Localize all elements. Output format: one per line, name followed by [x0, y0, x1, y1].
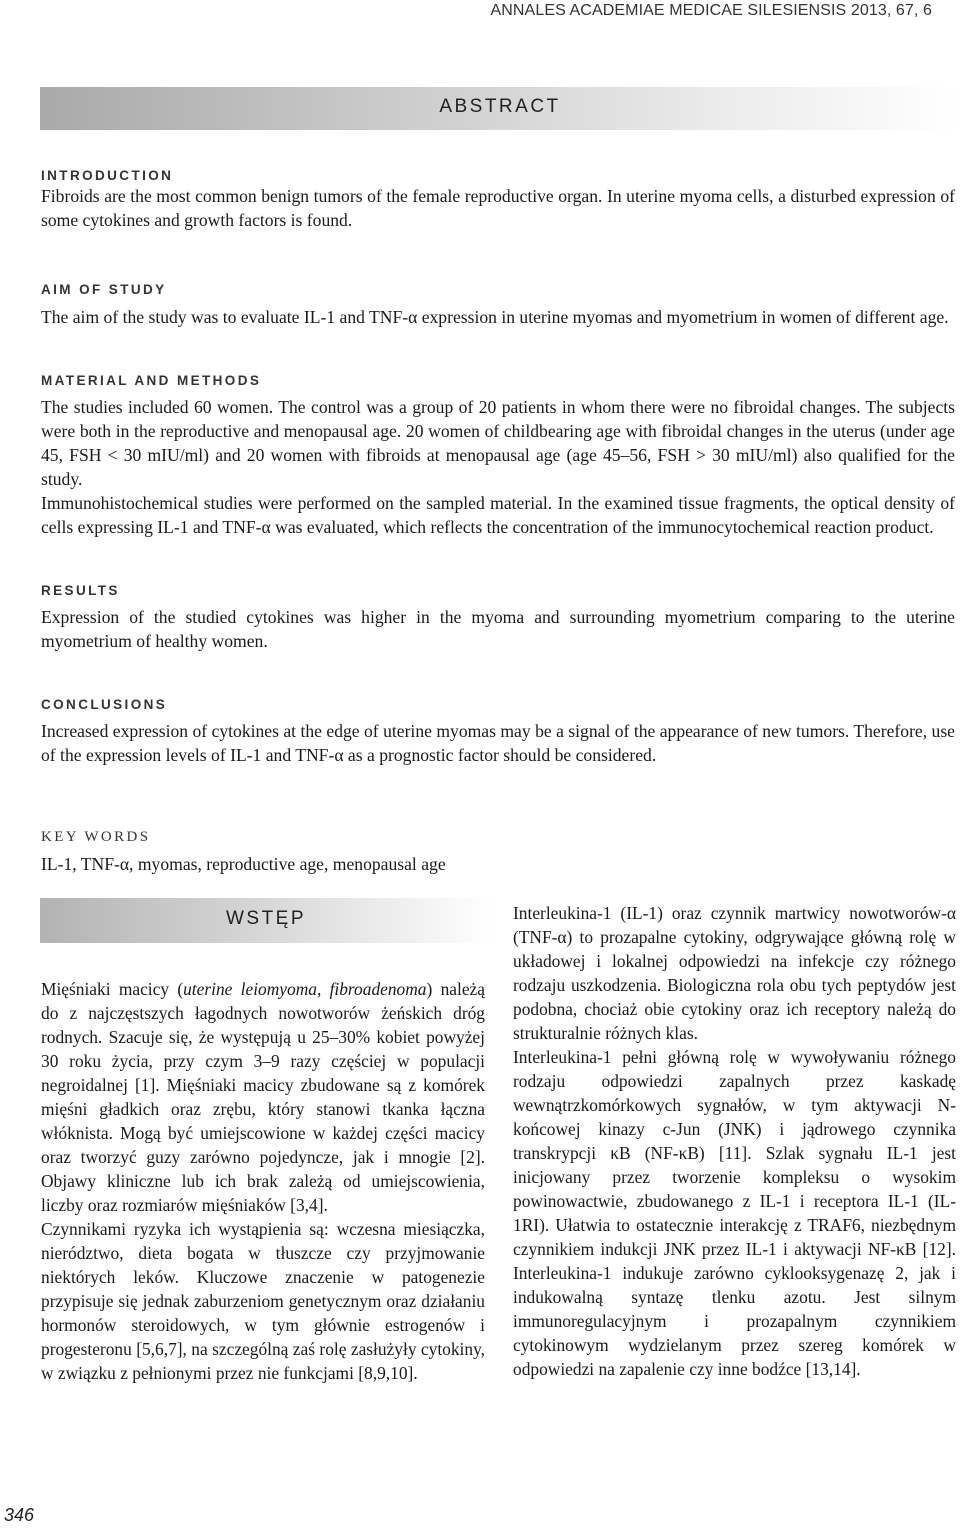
section-text: Expression of the studied cytokines was higher in the myoma and surrounding myometrium comparing to the uterine myometrium of healthy women.	[41, 607, 955, 651]
section-text: The aim of the study was to evaluate IL-1 and TNF-α expression in uterine myomas and myometrium in women of different age.	[41, 307, 949, 327]
abstract-conclusions	[41, 697, 955, 767]
journal-header: ANNALES ACADEMIAE MEDICAE SILESIENSIS 2013, 67, 6	[490, 2, 932, 19]
right-paragraph-2: Interleukina-1 pełni główną rolę w wywoływaniu różnego rodzaju odpowiedzi zapalnych przez kaskadę wewnątrzkomórkowych sygnałów, w tym aktywacji N-końcowej kinazy c-Jun (JNK) i jądrowego czynnika transkrypcji κB (NF-κB) [11]. Szlak sygnału IL-1 jest inicjowany przez tworzenie kompleksu o wysokim powinowactwie, zbudowanego z IL-1 i receptora IL-1 (IL-1RI). Ułatwia to ostatecznie interakcję z TRAF6, niezbędnym czynnikiem indukcji JNK przez IL-1 i aktywacji NF-κB [12]. Interleukina-1 indukuje zarówno cyklooksygenazę 2, jak i indukowalną syntazę tlenku azotu. Jest silnym immunoregulacyjnym i prozapalnym czynnikiem cytokinowym wydzielanym przez szereg komórek w odpowiedzi na zapalenie czy inne bodźce [13,14].	[513, 1047, 956, 1379]
wstep-title: WSTĘP	[225, 908, 307, 929]
section-text: Immunohistochemical studies were performed on the sampled material. In the examined tissue fragments, the optical density of cells expressing IL-1 and TNF-α was evaluated, which reflects the concentration of the immunocytochemical reaction product.	[41, 493, 955, 537]
abstract-methods	[41, 373, 955, 539]
abstract-results	[41, 583, 955, 653]
wstep-paragraph-1	[41, 977, 485, 1217]
keywords-heading: KEY WORDS	[41, 829, 151, 845]
right-column	[513, 901, 956, 1381]
wstep-p1-end: ) należą do z najczęstszych łagodnych nowotworów żeńskich dróg rodnych. Szacuje się, że występują u 25–30% kobiet powyżej 30 roku życia, przy czym 3–9 razy częściej w populacji negroidalnej [1]. Mięśniaki macicy zbudowane są z komórek mięśni gładkich oraz zrębu, który stanowi tkanka łączna włóknista. Mogą być umiejscowione w każdej części macicy oraz tworzyć guzy zarówno pojedyncze, jak i mnogie [2]. Objawy kliniczne lub ich brak zależą od umiejscowienia, liczby oraz rozmiarów mięśniaków [3,4].	[41, 979, 485, 1215]
section-heading: INTRODUCTION	[41, 168, 174, 183]
abstract-body	[41, 168, 955, 767]
keywords-value: IL-1, TNF-α, myomas, reproductive age, menopausal age	[41, 854, 446, 874]
wstep-paragraph-2: Czynnikami ryzyka ich wystąpienia są: wczesna miesiączka, nierództwo, dieta bogata w tłuszcze czy przyjmowanie niektórych leków. Kluczowe znaczenie w patogenezie przypisuje się jednak zaburzeniom genetycznym oraz działaniu hormonów steroidowych, w tym głównie estrogenów i progesteronu [5,6,7], na szczególną zaś rolę zasłużyły cytokiny, w związku z pełnionymi przez nie funkcjami [8,9,10].	[41, 1219, 485, 1383]
wstep-p1-start: Mięśniaki macicy (	[41, 979, 184, 999]
section-heading: AIM OF STUDY	[41, 282, 167, 297]
section-text: Increased expression of cytokines at the edge of uterine myomas may be a signal of the appearance of new tumors. Therefore, use of the expression levels of IL-1 and TNF-α as a prognostic factor should be considered.	[41, 721, 955, 765]
section-heading: MATERIAL AND METHODS	[41, 373, 262, 388]
abstract-introduction	[41, 168, 955, 232]
right-paragraph-1: Interleukina-1 (IL-1) oraz czynnik martwicy nowotworów-α (TNF-α) to prozapalne cytokiny, odgrywające główną rolę w układowej i lokalnej odpowiedzi na infekcje czy różnego rodzaju uszkodzenia. Biologiczna rola obu tych peptydów jest podobna, chociaż obie cytokiny oraz ich receptory należą do strukturalnie różnych klas.	[513, 903, 956, 1043]
abstract-banner	[40, 87, 960, 130]
section-heading: RESULTS	[41, 583, 120, 598]
section-text: The studies included 60 women. The control was a group of 20 patients in whom there were no fibroidal changes. The subjects were both in the reproductive and menopausal age. 20 women of childbearing age with fibroidal changes in the uterus (under age 45, FSH < 30 mIU/ml) and 20 women with fibroids at menopausal age (age 45–56, FSH > 30 mIU/ml) also qualified for the study.	[41, 397, 955, 489]
section-text: Fibroids are the most common benign tumors of the female reproductive organ. In uterine myoma cells, a disturbed expression of some cytokines and growth factors is found.	[41, 186, 955, 230]
wstep-banner	[40, 898, 492, 943]
abstract-aim	[41, 282, 955, 329]
wstep-p1-italic: uterine leiomyoma, fibroadenoma	[183, 979, 427, 999]
abstract-title: ABSTRACT	[439, 96, 561, 117]
left-column	[41, 977, 485, 1385]
section-heading: CONCLUSIONS	[41, 697, 168, 712]
page-number: 346	[4, 1505, 35, 1525]
